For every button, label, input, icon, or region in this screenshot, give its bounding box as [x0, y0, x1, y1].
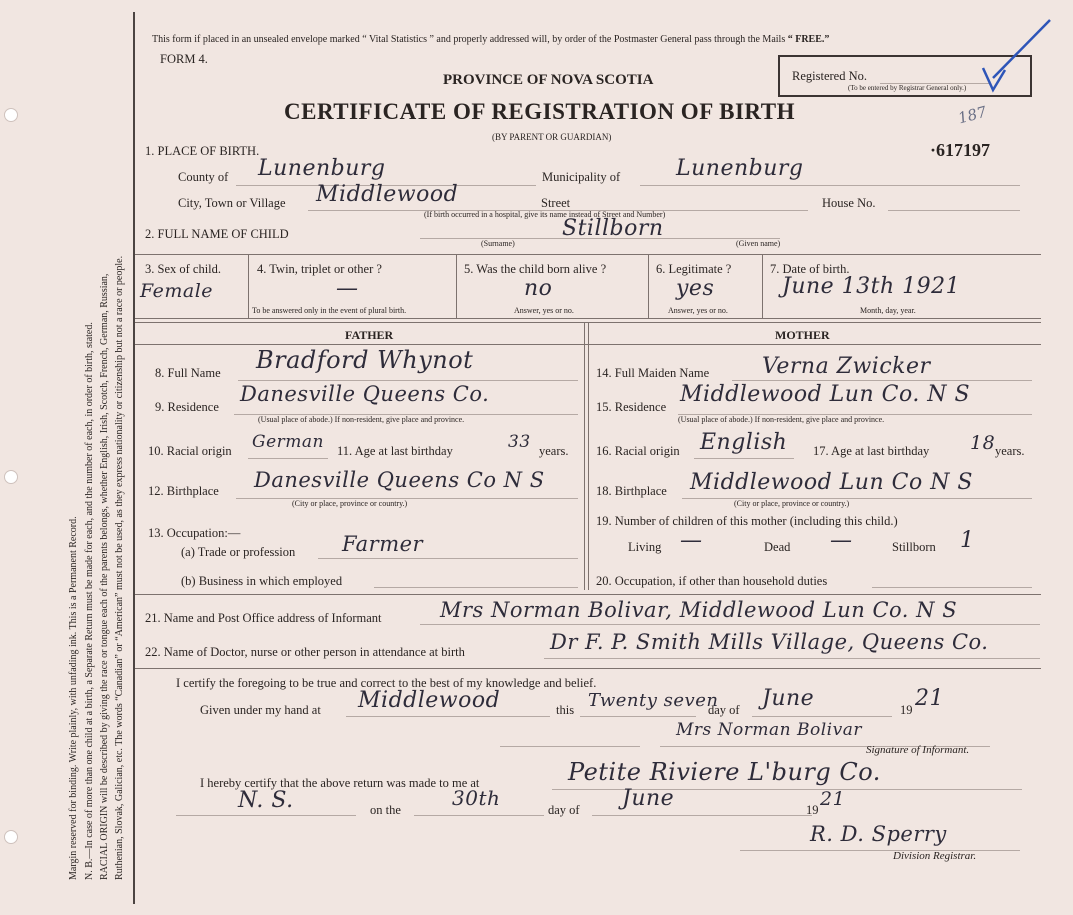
- margin-note-1: Margin reserved for binding. Write plainly, with unfading ink. This is a Permanent Record.: [68, 516, 79, 880]
- mother-occupation-label: 20. Occupation, if other than household duties: [596, 574, 828, 588]
- row-rule: [135, 254, 1041, 255]
- year2-prefix: 19: [806, 803, 819, 817]
- margin-note-2: N. B.—In case of more than one child at a birth, a Separate Return must be made for each, and the number of each, in order of birth, stated.: [84, 322, 95, 880]
- mother-birthplace-label: 18. Birthplace: [596, 484, 667, 498]
- row-rule: [135, 344, 1041, 345]
- registrar-note: (To be entered by Registrar General only.): [848, 84, 967, 92]
- registrar-line: [740, 850, 1020, 851]
- father-residence-value: Danesville Queens Co.: [240, 382, 490, 406]
- day-value: Twenty seven: [588, 690, 719, 711]
- municipality-label: Municipality of: [542, 170, 621, 184]
- father-name-label: 8. Full Name: [155, 366, 221, 380]
- father-years: years.: [539, 444, 569, 458]
- day2-value: 30th: [452, 786, 501, 810]
- date-label: 7. Date of birth.: [770, 262, 850, 276]
- mother-occupation-line: [872, 587, 1032, 588]
- father-trade-value: Farmer: [342, 532, 424, 556]
- county-value: Lunenburg: [258, 156, 386, 181]
- hereby-label: I hereby certify that the above return was made to me at: [200, 776, 480, 790]
- mother-racial-value: English: [700, 430, 788, 455]
- mother-racial-label: 16. Racial origin: [596, 444, 680, 458]
- day2-line: [414, 815, 544, 816]
- certificate-title: CERTIFICATE OF REGISTRATION OF BIRTH: [284, 99, 795, 124]
- divider-line: [500, 746, 640, 747]
- mother-age-value: 18: [970, 432, 996, 454]
- registrar-signature: R. D. Sperry: [810, 822, 947, 846]
- margin-rule: [133, 12, 135, 904]
- punch-hole: [4, 108, 18, 122]
- this-label: this: [556, 703, 575, 717]
- on-the-label: on the: [370, 803, 401, 817]
- mother-name-line: [732, 380, 1032, 381]
- municipality-value: Lunenburg: [676, 156, 804, 181]
- father-racial-line: [248, 458, 328, 459]
- father-birthplace-note: (City or place, province or country.): [292, 499, 408, 508]
- given-under-label: Given under my hand at: [200, 703, 321, 717]
- col-rule: [762, 254, 763, 318]
- dead-value: —: [830, 528, 853, 553]
- receive-place-value: Petite Riviere L'burg Co.: [568, 758, 881, 786]
- father-business-label: (b) Business in which employed: [181, 574, 343, 588]
- certificate-subtitle: (BY PARENT OR GUARDIAN): [492, 132, 612, 142]
- mother-name-label: 14. Full Maiden Name: [596, 366, 710, 380]
- row-rule: [135, 318, 1041, 319]
- row-rule: [135, 594, 1041, 595]
- form-number: FORM 4.: [160, 52, 208, 66]
- father-occupation-label: 13. Occupation:—: [148, 526, 241, 540]
- punch-hole: [4, 830, 18, 844]
- father-trade-line: [318, 558, 578, 559]
- alive-value: no: [524, 276, 553, 301]
- county-label: County of: [178, 170, 229, 184]
- hospital-note: (If birth occurred in a hospital, give its name instead of Street and Number): [424, 210, 666, 219]
- city-label: City, Town or Village: [178, 196, 286, 210]
- stillborn-value: 1: [960, 528, 975, 553]
- father-age-value: 33: [508, 432, 531, 452]
- place-of-birth-label: 1. PLACE OF BIRTH.: [145, 144, 260, 158]
- certificate-number: ·617197: [930, 140, 991, 160]
- given-place-value: Middlewood: [358, 688, 501, 713]
- house-line: [888, 210, 1020, 211]
- informant-label: 21. Name and Post Office address of Informant: [145, 611, 382, 625]
- punch-hole: [4, 470, 18, 484]
- signature-label: Signature of Informant.: [866, 744, 970, 756]
- sex-label: 3. Sex of child.: [145, 262, 222, 276]
- row-rule: [135, 668, 1041, 669]
- province-heading: PROVINCE OF NOVA SCOTIA: [443, 72, 654, 88]
- doctor-value: Dr F. P. Smith Mills Village, Queens Co.: [550, 630, 989, 654]
- mother-years: years.: [995, 444, 1025, 458]
- mail-notice: This form if placed in an unsealed envelope marked “ Vital Statistics ” and properly addressed will, by order of the Postmaster General pass through the Mails “ FREE.”: [152, 34, 830, 45]
- month-line: [752, 716, 892, 717]
- doctor-line: [544, 658, 1040, 659]
- father-name-value: Bradford Whynot: [256, 346, 474, 374]
- month2-line: [592, 815, 812, 816]
- month2-value: June: [622, 786, 675, 811]
- informant-signature: Mrs Norman Bolivar: [676, 720, 862, 740]
- registered-label: Registered No.: [792, 69, 867, 83]
- father-racial-value: German: [252, 432, 324, 452]
- receive-place-line-2: [176, 815, 356, 816]
- informant-value: Mrs Norman Bolivar, Middlewood Lun Co. N S: [440, 598, 958, 622]
- blue-check-mark: [975, 18, 1055, 98]
- stillborn-label: Stillborn: [892, 540, 936, 554]
- margin-note-3: RACIAL ORIGIN will be described by giving the race or tongue each of the parents belongs, whether English, Irish, Scotch, French, German, Russian,: [99, 273, 110, 880]
- father-birthplace-value: Danesville Queens Co N S: [254, 468, 545, 492]
- father-name-line: [238, 380, 578, 381]
- doctor-label: 22. Name of Doctor, nurse or other person in attendance at birth: [145, 645, 465, 659]
- child-name-value: Stillborn: [562, 216, 664, 241]
- mother-age-label: 17. Age at last birthday: [813, 444, 930, 458]
- father-residence-label: 9. Residence: [155, 400, 219, 414]
- dead-label: Dead: [764, 540, 791, 554]
- municipality-line: [640, 185, 1020, 186]
- legitimate-note: Answer, yes or no.: [668, 306, 728, 315]
- mother-birthplace-note: (City or place, province or country.): [734, 499, 850, 508]
- father-business-line: [374, 587, 578, 588]
- margin-note-4: Ruthenian, Slovak, Galician, etc. The words “Canadian” or “American” must not be used, as they express nationality or citizenship but not a race or people.: [114, 255, 125, 880]
- father-racial-label: 10. Racial origin: [148, 444, 232, 458]
- year2-value: 21: [820, 788, 846, 810]
- twin-value: —: [336, 276, 359, 301]
- alive-label: 5. Was the child born alive ?: [464, 262, 607, 276]
- date-value: June 13th 1921: [782, 274, 961, 299]
- city-value: Middlewood: [316, 182, 459, 207]
- given-place-line: [346, 716, 550, 717]
- col-rule: [248, 254, 249, 318]
- mother-residence-value: Middlewood Lun Co. N S: [680, 382, 971, 407]
- day-of-label: day of: [708, 703, 740, 717]
- parents-divider: [588, 322, 589, 590]
- month-value: June: [762, 686, 815, 711]
- alive-note: Answer, yes or no.: [514, 306, 574, 315]
- col-rule: [648, 254, 649, 318]
- living-label: Living: [628, 540, 662, 554]
- pencil-note: 187: [956, 102, 989, 128]
- street-label: Street: [541, 196, 571, 210]
- day-line: [580, 716, 696, 717]
- mother-birthplace-value: Middlewood Lun Co N S: [690, 470, 974, 495]
- legitimate-label: 6. Legitimate ?: [656, 262, 732, 276]
- col-rule: [456, 254, 457, 318]
- mother-residence-label: 15. Residence: [596, 400, 667, 414]
- mother-abode-note: (Usual place of abode.) If non-resident, give place and province.: [678, 415, 885, 424]
- receive-place-value-2: N. S.: [238, 788, 294, 813]
- mother-name-value: Verna Zwicker: [762, 354, 931, 379]
- house-number-label: House No.: [822, 196, 876, 210]
- twin-note: To be answered only in the event of plural birth.: [252, 306, 407, 315]
- legitimate-value: yes: [676, 276, 715, 301]
- child-name-label: 2. FULL NAME OF CHILD: [145, 227, 289, 241]
- father-age-label: 11. Age at last birthday: [337, 444, 453, 458]
- certify-statement: I certify the foregoing to be true and correct to the best of my knowledge and belief.: [176, 676, 597, 690]
- children-count-label: 19. Number of children of this mother (including this child.): [596, 514, 898, 528]
- year-prefix: 19: [900, 703, 913, 717]
- day-of2-label: day of: [548, 803, 580, 817]
- mother-heading: MOTHER: [775, 328, 830, 342]
- surname-note: (Surname): [481, 239, 515, 248]
- mother-racial-line: [694, 458, 794, 459]
- father-trade-label: (a) Trade or profession: [181, 545, 296, 559]
- father-heading: FATHER: [345, 328, 394, 342]
- date-note: Month, day, year.: [860, 306, 916, 315]
- informant-line: [420, 624, 1040, 625]
- twin-label: 4. Twin, triplet or other ?: [257, 262, 382, 276]
- sex-value: Female: [140, 280, 214, 302]
- father-abode-note: (Usual place of abode.) If non-resident, give place and province.: [258, 415, 465, 424]
- year-value: 21: [915, 686, 944, 711]
- parents-divider: [584, 322, 585, 590]
- given-name-note: (Given name): [736, 239, 781, 248]
- living-value: —: [680, 528, 703, 553]
- father-birthplace-label: 12. Birthplace: [148, 484, 219, 498]
- registrar-label: Division Registrar.: [893, 850, 977, 862]
